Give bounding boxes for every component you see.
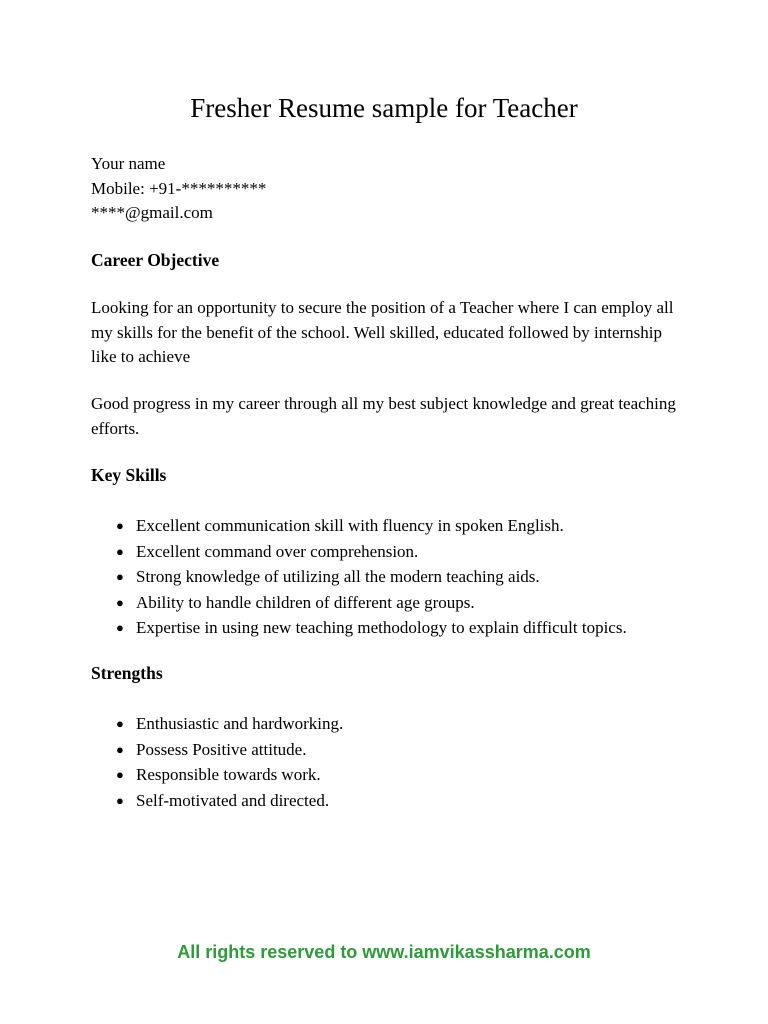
contact-mobile: Mobile: +91-********** bbox=[91, 178, 267, 198]
bullet-icon: ● bbox=[116, 518, 124, 533]
bullet-icon: ● bbox=[116, 792, 124, 808]
key-skills-heading: Key Skills bbox=[91, 465, 167, 485]
bullet-icon: ● bbox=[116, 741, 124, 757]
footer-copyright: All rights reserved to www.iamvikassharma.com bbox=[177, 942, 591, 962]
career-objective-heading: Career Objective bbox=[91, 250, 220, 270]
contact-email: ****@gmail.com bbox=[91, 203, 213, 222]
key-skill-item: ● Strong knowledge of utilizing all the modern teaching aids. bbox=[91, 564, 627, 590]
contact-block bbox=[91, 152, 266, 226]
bullet-icon: ● bbox=[116, 716, 124, 731]
key-skills-list bbox=[91, 513, 627, 641]
strengths-heading: Strengths bbox=[91, 663, 163, 683]
contact-name: Your name bbox=[91, 154, 166, 173]
strength-item: ● Self-motivated and directed. bbox=[91, 788, 343, 814]
page-title: Fresher Resume sample for Teacher bbox=[190, 93, 578, 123]
career-objective-paragraph-1: Looking for an opportunity to secure the position of a Teacher where I can employ all my skills for the benefit of the school. Well skilled, educated followed by internship like to achieve bbox=[91, 298, 674, 366]
strengths-list bbox=[91, 711, 343, 813]
strength-item: ● Enthusiastic and hardworking. bbox=[91, 711, 343, 737]
career-objective-paragraph-2: Good progress in my career through all my best subject knowledge and great teaching efforts. bbox=[91, 394, 676, 438]
strength-item: ● Responsible towards work. bbox=[91, 762, 343, 788]
bullet-icon: ● bbox=[116, 569, 124, 584]
key-skill-item: ● Ability to handle children of different age groups. bbox=[91, 590, 627, 616]
bullet-icon: ● bbox=[116, 543, 124, 559]
bullet-icon: ● bbox=[116, 594, 124, 610]
bullet-icon: ● bbox=[116, 620, 124, 635]
bullet-icon: ● bbox=[116, 767, 124, 782]
key-skill-item: ● Excellent command over comprehension. bbox=[91, 539, 627, 565]
key-skill-item: ● Expertise in using new teaching methodology to explain difficult topics. bbox=[91, 615, 627, 641]
key-skill-item: ● Excellent communication skill with fluency in spoken English. bbox=[91, 513, 627, 539]
strength-item: ● Possess Positive attitude. bbox=[91, 737, 343, 763]
